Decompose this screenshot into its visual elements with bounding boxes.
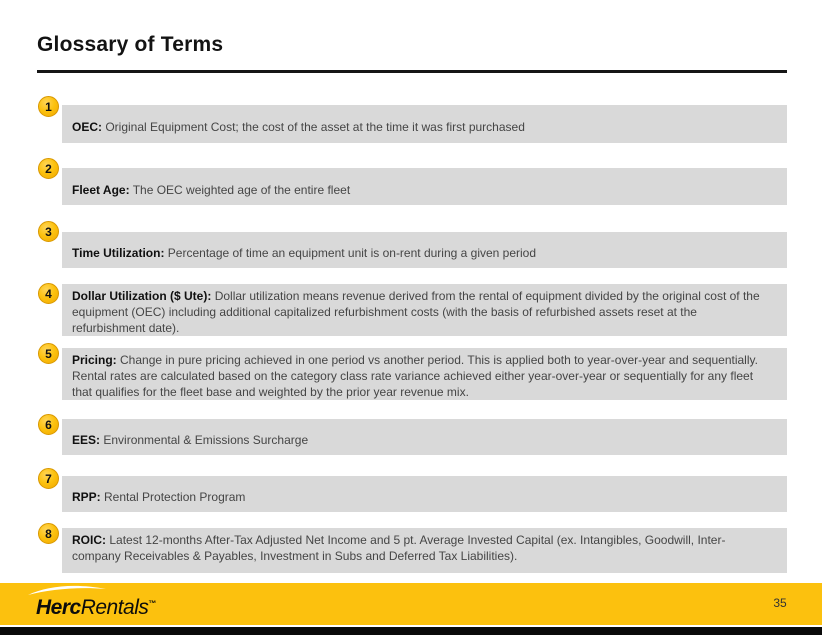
page-title: Glossary of Terms [37, 33, 224, 56]
glossary-definition: The OEC weighted age of the entire fleet [132, 183, 351, 197]
glossary-item [62, 476, 787, 512]
glossary-definition: Percentage of time an equipment unit is on-rent during a given period [167, 246, 537, 260]
logo-trademark-symbol: ™ [148, 599, 157, 608]
glossary-item [62, 105, 787, 143]
logo-rentals-text: Rentals [80, 596, 149, 619]
glossary-definition: Original Equipment Cost; the cost of the asset at the time it was first purchased [105, 120, 525, 134]
logo-herc-text: Herc [36, 596, 81, 619]
herc-rentals-logo [36, 593, 156, 619]
glossary-item [62, 168, 787, 205]
title-underline [37, 70, 787, 73]
page-number: 35 [773, 596, 787, 610]
item-number-badge: 3 [38, 221, 59, 242]
glossary-item [62, 419, 787, 455]
glossary-item [62, 348, 787, 400]
item-number-badge: 2 [38, 158, 59, 179]
glossary-definition: Change in pure pricing achieved in one period vs another period. This is applied both to year-over-year and sequentially. Rental rates are calculated based on the category class rate variance achieved either year-over-year or sequentially for any fleet that qualifies for the fleet base and weighted by the prior year revenue mix. [72, 353, 758, 399]
glossary-term: EES: [72, 433, 101, 447]
glossary-term: ROIC: [72, 533, 106, 547]
footer-black-band [0, 627, 822, 635]
item-number-badge: 7 [38, 468, 59, 489]
glossary-item [62, 284, 787, 336]
glossary-definition: Dollar utilization means revenue derived from the rental of equipment divided by the original cost of the equipment (OEC) including additional capitalized refurbishment costs (with the basis of refurbished assets reset at the refurbishment date). [72, 289, 760, 335]
glossary-definition: Latest 12-months After-Tax Adjusted Net Income and 5 pt. Average Invested Capital (ex. Intangibles, Goodwill, Inter-company Receivables & Payables, Investment in Subs and Deferred Tax Liabilities). [72, 533, 726, 563]
item-number-badge: 6 [38, 414, 59, 435]
glossary-definition: Rental Protection Program [104, 490, 246, 504]
glossary-definition: Environmental & Emissions Surcharge [103, 433, 309, 447]
item-number-badge: 8 [38, 523, 59, 544]
glossary-term: Fleet Age: [72, 183, 130, 197]
glossary-term: Time Utilization: [72, 246, 165, 260]
glossary-item [62, 528, 787, 573]
item-number-badge: 1 [38, 96, 59, 117]
glossary-term: RPP: [72, 490, 101, 504]
glossary-item [62, 232, 787, 268]
glossary-term: Pricing: [72, 353, 117, 367]
glossary-term: OEC: [72, 120, 102, 134]
item-number-badge: 5 [38, 343, 59, 364]
item-number-badge: 4 [38, 283, 59, 304]
glossary-term: Dollar Utilization ($ Ute): [72, 289, 212, 303]
